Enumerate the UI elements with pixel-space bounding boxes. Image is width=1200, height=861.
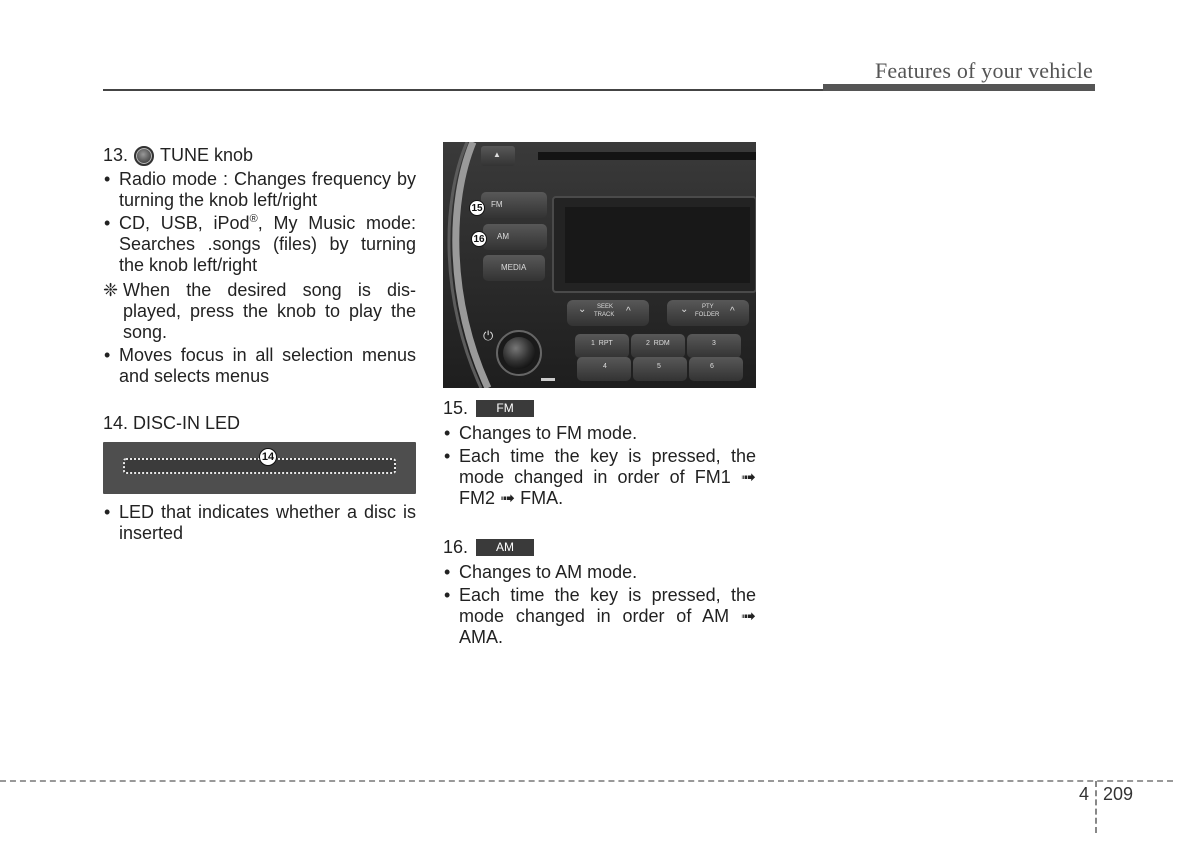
pty-label-1: PTY xyxy=(702,304,714,310)
seek-up-icon: ^ xyxy=(626,306,631,317)
registered-mark: ® xyxy=(249,213,258,225)
pty-down-icon: ⌄ xyxy=(680,304,689,315)
middle-column xyxy=(443,398,756,650)
preset-6-label: 6 xyxy=(710,363,714,370)
chapter-number: 4 xyxy=(1079,784,1090,804)
section-15-heading xyxy=(443,398,756,419)
section-15-bullet-2: • Each time the key is pressed, the mode changed in order of FM1 ➟ FM2 ➟ FMA. xyxy=(443,446,756,509)
callout-15: 15 xyxy=(469,200,485,216)
am-badge: AM xyxy=(476,539,534,556)
seek-label-1: SEEK xyxy=(597,304,614,310)
section-16-bullet-1: • Changes to AM mode. xyxy=(443,562,756,583)
power-icon: ⏻ xyxy=(483,328,494,343)
am-button-label: AM xyxy=(497,232,509,241)
fm-badge: FM xyxy=(476,400,534,417)
preset-1-label: 1 RPT xyxy=(591,340,613,347)
fm-button-label: FM xyxy=(491,200,503,209)
section-13-note xyxy=(103,280,416,343)
section-13-bullet-2 xyxy=(103,213,416,276)
section-14-title: 14. DISC-IN LED xyxy=(103,413,241,433)
section-13-heading xyxy=(103,145,416,166)
preset-2-label: 2 RDM xyxy=(646,340,670,347)
left-column xyxy=(103,145,416,546)
head-unit-photo xyxy=(443,142,756,388)
section-16-heading xyxy=(443,537,756,558)
note-text: When the desired song is dis-played, press the knob to play the song. xyxy=(123,280,416,342)
preset-5-label: 5 xyxy=(657,363,661,370)
media-button-label: MEDIA xyxy=(501,263,527,272)
header-rule-accent xyxy=(823,84,1095,91)
section-15-number: 15. xyxy=(443,398,469,418)
pty-label-2: FOLDER xyxy=(695,312,720,318)
section-14-bullet-1: • LED that indicates whether a disc is inserted xyxy=(103,502,416,544)
section-13-bullet-1: • Radio mode : Changes frequency by turning the knob left/right xyxy=(103,169,416,211)
footer-divider xyxy=(1095,781,1097,833)
note-asterisk-icon: ❈ xyxy=(103,280,119,300)
section-13-bullet-3: • Moves focus in all selection menus and selects menus xyxy=(103,345,416,387)
section-16-number: 16. xyxy=(443,537,469,557)
bullet-2-text-b: , My Music mode: Searches .songs (files) by turning the knob left/right xyxy=(119,213,417,275)
section-16-bullet-2: • Each time the key is pressed, the mode changed in order of AM ➟ AMA. xyxy=(443,585,756,648)
section-13-title: TUNE knob xyxy=(160,145,254,165)
pty-up-icon: ^ xyxy=(730,306,735,317)
preset-4-label: 4 xyxy=(603,363,607,370)
tune-knob-icon xyxy=(134,146,154,166)
page-header-title: Features of your vehicle xyxy=(874,58,1093,83)
callout-14: 14 xyxy=(259,448,277,466)
disc-in-led-image xyxy=(103,442,416,494)
preset-3-label: 3 xyxy=(712,340,716,347)
page-number: 209 xyxy=(1103,784,1134,804)
footer-rule xyxy=(0,780,1173,782)
callout-16: 16 xyxy=(471,231,487,247)
seek-down-icon: ⌄ xyxy=(578,304,587,315)
bullet-2-text-a: CD, USB, iPod xyxy=(119,213,250,233)
section-15-bullet-1: • Changes to FM mode. xyxy=(443,423,756,444)
eject-icon: ▲ xyxy=(493,150,501,159)
seek-label-2: TRACK xyxy=(594,312,615,318)
section-13-number: 13. xyxy=(103,145,129,165)
